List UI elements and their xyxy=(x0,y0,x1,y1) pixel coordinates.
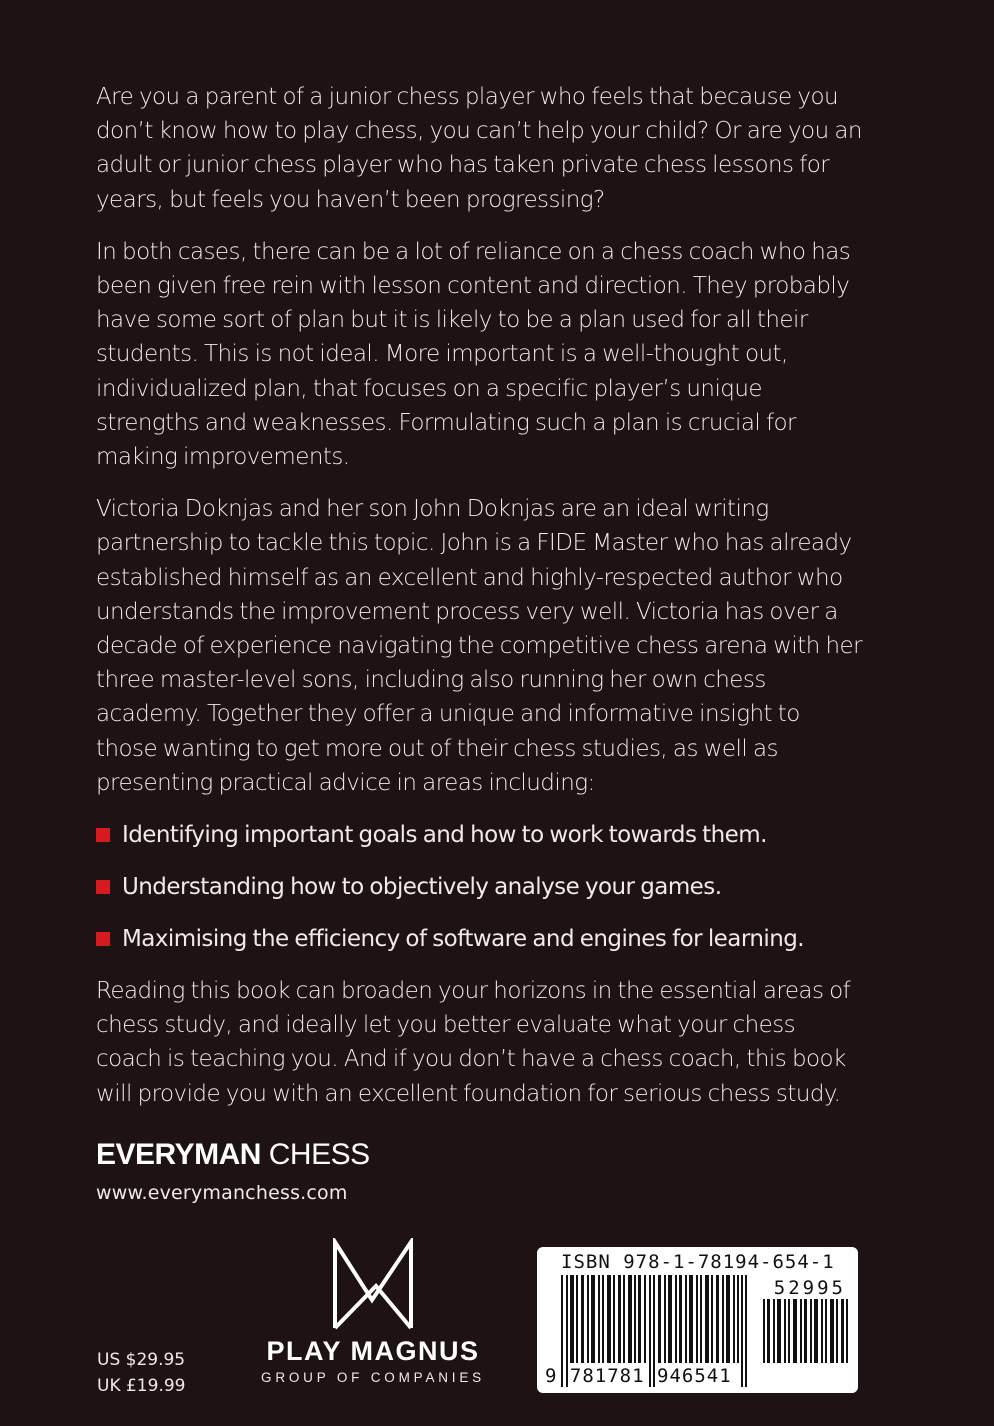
price-code: 52995 xyxy=(773,1277,846,1299)
publisher-url[interactable]: www.everymanchess.com xyxy=(96,1182,348,1204)
ean-first-digit: 9 xyxy=(545,1365,558,1387)
red-square-bullet-icon xyxy=(96,932,110,946)
price-uk: UK £19.99 xyxy=(97,1376,186,1396)
bullet-text: Maximising the efficiency of software and engines for learning. xyxy=(122,926,805,953)
bullet-list xyxy=(96,818,866,956)
bullet-text: Understanding how to objectively analyse your games. xyxy=(122,874,722,901)
closing-paragraph: Reading this book can broaden your horizons in the essential areas of chess study, and ideally let you better evaluate what your chess coach is teaching you. And if you don’t have a chess coach, this book will provide you with an excellent foundation for serious chess study. xyxy=(96,978,851,1107)
publisher-brand xyxy=(96,1138,370,1204)
publisher-name-light: CHESS xyxy=(268,1138,370,1171)
red-square-bullet-icon xyxy=(96,828,110,842)
price-us: US $29.95 xyxy=(97,1350,186,1370)
isbn-text: ISBN 978-1-78194-654-1 xyxy=(561,1251,835,1273)
publisher-name xyxy=(96,1138,370,1172)
isbn-barcode xyxy=(537,1247,858,1393)
back-cover-blurb xyxy=(96,80,866,1129)
price-block xyxy=(97,1347,185,1399)
ean-right-digits: 946541 xyxy=(657,1365,732,1387)
blurb-paragraph-1: Are you a parent of a junior chess player who feels that because you don’t know how to play chess, you can’t help your child? Or are you an adult or junior chess player who has taken private chess lessons for years, but feels you haven’t been progressing? xyxy=(96,84,862,213)
list-item xyxy=(96,922,866,956)
red-square-bullet-icon xyxy=(96,880,110,894)
logo-subtitle: GROUP OF COMPANIES xyxy=(261,1370,485,1385)
play-magnus-m-icon xyxy=(332,1238,414,1330)
blurb-paragraph-3: Victoria Doknjas and her son John Doknjas are an ideal writing partnership to tackle this topic. John is a FIDE Master who has already established himself as an excellent and highly-respected author who understands the improvement process very well. Victoria has over a decade of experience navigating the competitive chess arena with her three master-level sons, including also running her own chess academy. Together they offer a unique and informative insight to those wanting to get more out of their chess studies, as well as presenting practical advice in areas including: xyxy=(96,496,863,796)
ean-digits xyxy=(545,1365,732,1387)
list-item xyxy=(96,818,866,852)
addon-barcode-bars xyxy=(763,1299,849,1363)
bullet-text: Identifying important goals and how to work towards them. xyxy=(122,822,767,849)
logo-name: PLAY MAGNUS xyxy=(266,1336,480,1366)
play-magnus-logo xyxy=(256,1238,490,1385)
publisher-name-bold: EVERYMAN xyxy=(96,1138,261,1171)
list-item xyxy=(96,870,866,904)
blurb-paragraph-2: In both cases, there can be a lot of reliance on a chess coach who has been given free rein with lesson content and direction. They probably have some sort of plan but it is likely to be a plan used for all their students. This is not ideal. More important is a well-thought out, individualized plan, that focuses on a specific player’s unique strengths and weaknesses. Formulating such a plan is crucial for making improvements. xyxy=(96,238,851,471)
ean-left-digits: 781781 xyxy=(569,1365,645,1387)
